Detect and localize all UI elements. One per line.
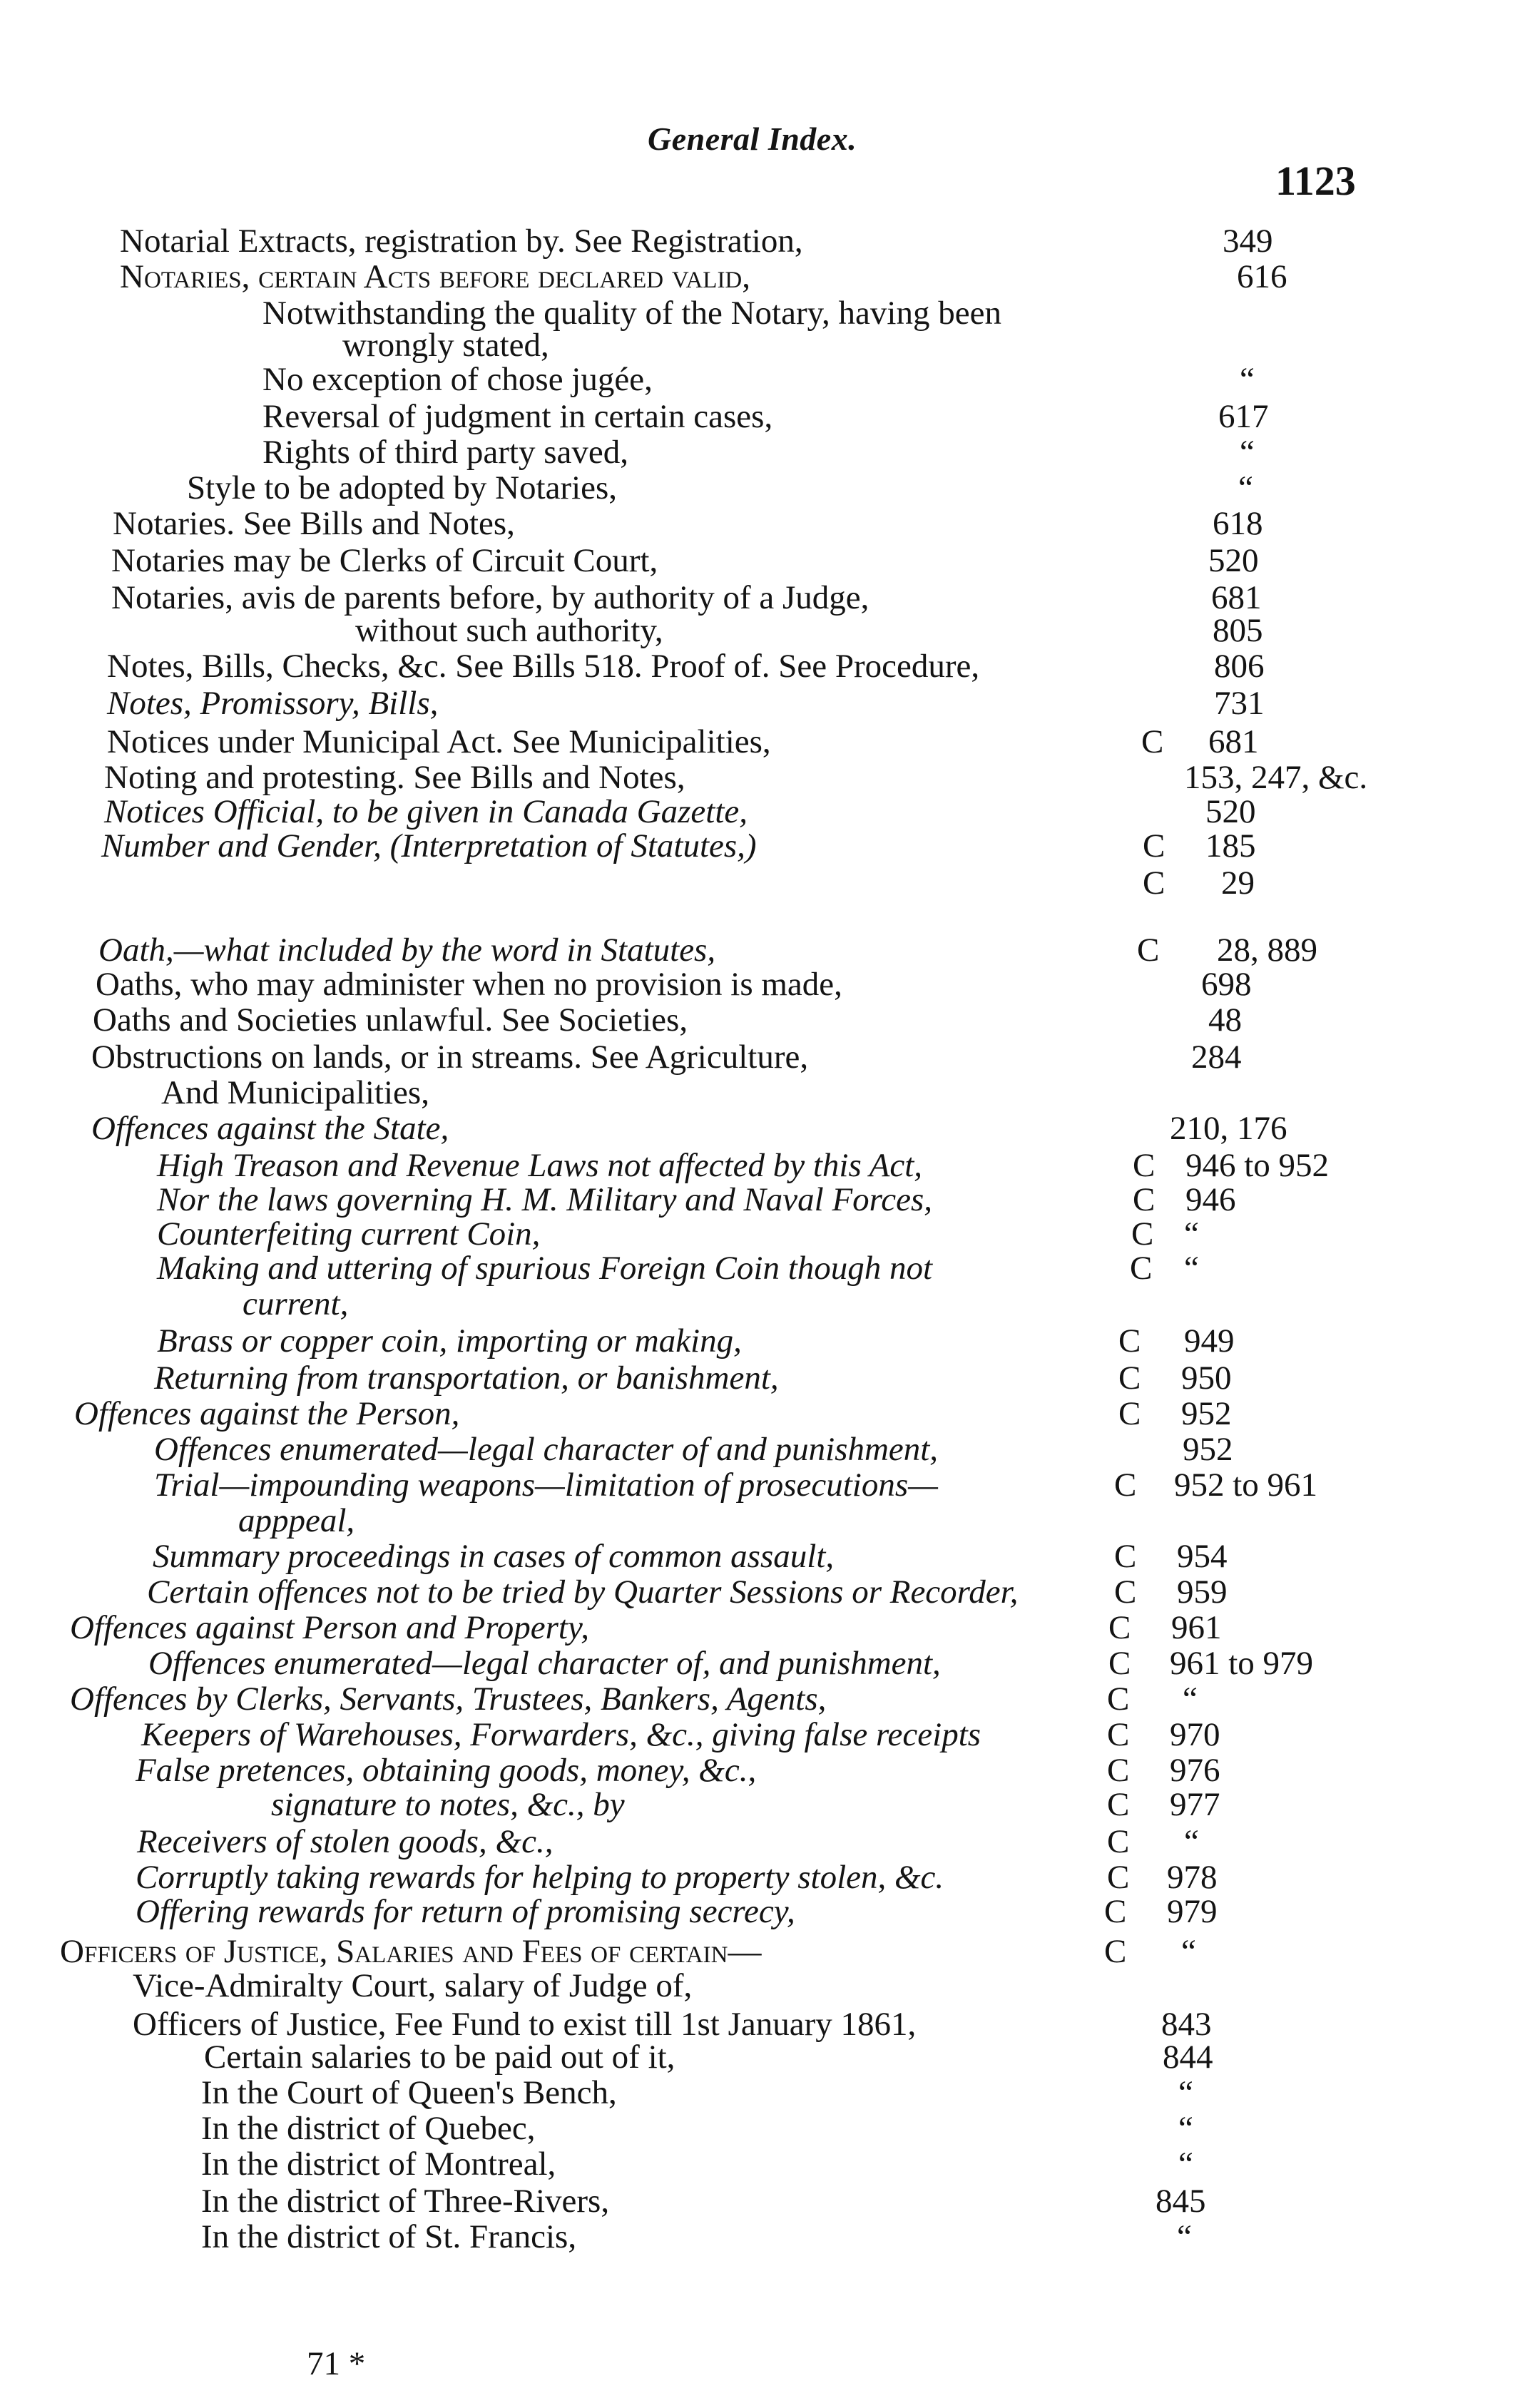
entry-heading: Style to be adopted by Notaries, <box>187 469 618 506</box>
page-reference: 952 <box>1181 1395 1232 1432</box>
index-entry <box>93 1001 1498 1039</box>
entry-heading: Certain offences not to be tried by Quarter Sessions or Recorder, <box>147 1573 1019 1611</box>
index-entry <box>243 1285 1498 1322</box>
entry-heading: Notaries, avis de parents before, by authority of a Judge, <box>111 579 869 616</box>
entry-heading: Number and Gender, (Interpretation of Statutes,) <box>101 827 757 864</box>
chapter-mark: C <box>1107 1786 1130 1823</box>
index-entry <box>148 1645 1498 1682</box>
index-entry <box>104 759 1498 796</box>
page-reference: 681 <box>1208 723 1259 760</box>
page-reference: 959 <box>1177 1573 1228 1611</box>
page-reference: 844 <box>1163 2039 1213 2076</box>
chapter-mark: C <box>1107 1752 1130 1789</box>
page-reference: “ <box>1178 2110 1193 2147</box>
entry-heading: Reversal of judgment in certain cases, <box>262 398 773 435</box>
page-reference: 949 <box>1184 1322 1235 1359</box>
index-entry <box>201 2146 1498 2183</box>
chapter-mark: C <box>1108 1609 1131 1646</box>
entry-heading: Returning from transportation, or banishment, <box>154 1359 779 1397</box>
page-reference: 977 <box>1170 1786 1220 1823</box>
entry-heading: Certain salaries to be paid out of it, <box>204 2039 675 2076</box>
page-reference: 952 <box>1183 1431 1233 1468</box>
entry-heading: In the Court of Queen's Bench, <box>201 2074 617 2111</box>
chapter-mark: C <box>1104 1933 1127 1970</box>
page-reference: 946 to 952 <box>1185 1147 1330 1184</box>
entry-heading: Officers of Justice, Salaries and Fees of certain— <box>60 1933 762 1970</box>
chapter-mark: C <box>1118 1322 1141 1359</box>
entry-heading: Receivers of stolen goods, &c., <box>137 1823 554 1860</box>
index-entry <box>107 723 1498 760</box>
chapter-mark: C <box>1143 827 1165 864</box>
chapter-mark: C <box>1118 1359 1141 1397</box>
entry-heading: current, <box>243 1285 349 1322</box>
entry-heading: Notices under Municipal Act. See Municipalities, <box>107 723 771 760</box>
entry-heading: Offering rewards for return of promising secrecy, <box>136 1893 795 1930</box>
page-reference: 976 <box>1170 1752 1220 1789</box>
entry-heading: Corruptly taking rewards for helping to property stolen, &c. <box>136 1859 944 1896</box>
entry-heading: In the district of St. Francis, <box>201 2218 577 2255</box>
entry-heading: Offences against the Person, <box>74 1395 460 1432</box>
page-reference: 349 <box>1223 223 1273 260</box>
chapter-mark: C <box>1130 1250 1153 1287</box>
page-reference: 979 <box>1167 1893 1218 1930</box>
page-reference: 29 <box>1221 864 1255 902</box>
entry-heading: Officers of Justice, Fee Fund to exist till 1st January 1861, <box>133 2006 917 2043</box>
page-reference: 843 <box>1161 2006 1212 2043</box>
index-entry <box>101 864 1498 902</box>
entry-heading: Offences enumerated—legal character of, and punishment, <box>148 1645 941 1682</box>
page-reference: 185 <box>1205 827 1256 864</box>
page-reference: 978 <box>1167 1859 1218 1896</box>
index-entry <box>154 1359 1498 1397</box>
index-entry <box>101 827 1498 864</box>
entry-heading: Brass or copper coin, importing or making, <box>157 1322 742 1359</box>
page-reference: 48 <box>1208 1001 1242 1039</box>
entry-heading: Counterfeiting current Coin, <box>157 1215 541 1253</box>
page-reference: 731 <box>1214 685 1265 722</box>
entry-heading: Notes, Bills, Checks, &c. See Bills 518. Proof of. See Procedure, <box>107 648 980 685</box>
entry-heading: Trial—impounding weapons—limitation of prosecutions— <box>154 1466 938 1504</box>
index-entry <box>161 1074 1498 1111</box>
index-entry <box>104 793 1498 830</box>
entry-heading: Making and uttering of spurious Foreign Coin though not <box>157 1250 933 1287</box>
index-entry <box>111 542 1498 579</box>
page-reference: 806 <box>1214 648 1265 685</box>
index-entry <box>262 361 1498 398</box>
index-entry <box>147 1573 1498 1611</box>
page-reference: 805 <box>1213 612 1263 649</box>
page-reference: 28, 889 <box>1217 932 1317 969</box>
page-reference: 284 <box>1191 1039 1242 1076</box>
index-entry <box>91 1110 1498 1147</box>
chapter-mark: C <box>1108 1645 1131 1682</box>
page-reference: 616 <box>1237 258 1287 295</box>
index-entry <box>154 1431 1498 1468</box>
page-reference: “ <box>1238 469 1253 506</box>
index-entry <box>70 1609 1498 1646</box>
index-entry <box>111 579 1498 616</box>
entry-heading: Notes, Promissory, Bills, <box>107 685 439 722</box>
chapter-mark: C <box>1133 1181 1156 1218</box>
index-entry <box>136 1859 1498 1896</box>
entry-heading: No exception of chose jugée, <box>262 361 653 398</box>
index-entry <box>157 1322 1498 1359</box>
entry-heading: Notarial Extracts, registration by. See Registration, <box>120 223 803 260</box>
page-reference: “ <box>1178 2146 1193 2183</box>
entry-heading: Summary proceedings in cases of common assault, <box>153 1538 835 1575</box>
page-reference: 950 <box>1181 1359 1232 1397</box>
page-reference: 970 <box>1170 1716 1220 1753</box>
chapter-mark: C <box>1104 1893 1127 1930</box>
page-reference: “ <box>1184 1250 1199 1287</box>
index-entry <box>262 434 1498 471</box>
index-entry <box>133 2006 1498 2043</box>
index-entry <box>262 398 1498 435</box>
entry-heading: Notaries. See Bills and Notes, <box>113 505 515 542</box>
index-entry <box>201 2183 1498 2220</box>
entry-heading: signature to notes, &c., by <box>271 1786 625 1823</box>
page-reference: “ <box>1178 2074 1193 2111</box>
index-entry <box>113 505 1498 542</box>
index-entry <box>74 1395 1498 1432</box>
page-reference: 618 <box>1213 505 1263 542</box>
index-entry <box>153 1538 1498 1575</box>
page-reference: 961 to 979 <box>1170 1645 1314 1682</box>
page-reference: “ <box>1177 2218 1192 2255</box>
index-entry <box>98 932 1498 969</box>
index-entry <box>342 327 1498 364</box>
index-entry <box>136 1893 1498 1930</box>
entry-heading: apppeal, <box>238 1502 355 1539</box>
chapter-mark: C <box>1131 1215 1154 1253</box>
chapter-mark: C <box>1141 723 1164 760</box>
entry-heading: Rights of third party saved, <box>262 434 629 471</box>
chapter-mark: C <box>1107 1680 1130 1718</box>
entry-heading: Offences against the State, <box>91 1110 449 1147</box>
entry-heading: False pretences, obtaining goods, money, &c., <box>136 1752 757 1789</box>
chapter-mark: C <box>1114 1538 1137 1575</box>
page-reference: 946 <box>1185 1181 1236 1218</box>
index-entry <box>187 469 1498 506</box>
index-entry <box>201 2110 1498 2147</box>
chapter-mark: C <box>1133 1147 1156 1184</box>
chapter-mark: C <box>1107 1716 1130 1753</box>
index-entry <box>107 648 1498 685</box>
entry-heading: Obstructions on lands, or in streams. See Agriculture, <box>91 1039 809 1076</box>
entry-heading: Notwithstanding the quality of the Notary, having been <box>262 295 1001 332</box>
index-entry <box>157 1147 1498 1184</box>
index-entry <box>271 1786 1498 1823</box>
index-entry <box>91 1039 1498 1076</box>
entry-heading: In the district of Quebec, <box>201 2110 536 2147</box>
page-reference: 520 <box>1205 793 1256 830</box>
page-reference: “ <box>1240 434 1255 471</box>
index-entry <box>157 1250 1498 1287</box>
page-reference: 520 <box>1208 542 1259 579</box>
index-entry <box>141 1716 1498 1753</box>
index-entry <box>120 258 1498 295</box>
index-entry <box>136 1752 1498 1789</box>
running-head: General Index. <box>648 121 857 157</box>
index-entry <box>201 2074 1498 2111</box>
entry-heading: And Municipalities, <box>161 1074 429 1111</box>
chapter-mark: C <box>1114 1466 1137 1504</box>
index-entry <box>154 1466 1498 1504</box>
entry-heading: Nor the laws governing H. M. Military and Naval Forces, <box>157 1181 932 1218</box>
chapter-mark: C <box>1107 1823 1130 1860</box>
entry-heading: without such authority, <box>355 612 663 649</box>
page-reference: 153, 247, &c. <box>1184 759 1368 796</box>
entry-heading: Oaths, who may administer when no provision is made, <box>96 966 842 1003</box>
page-reference: 952 to 961 <box>1174 1466 1318 1504</box>
entry-heading: High Treason and Revenue Laws not affected by this Act, <box>157 1147 923 1184</box>
entry-heading: In the district of Three-Rivers, <box>201 2183 610 2220</box>
page-reference: 698 <box>1201 966 1252 1003</box>
index-entry <box>204 2039 1498 2076</box>
entry-heading: Oaths and Societies unlawful. See Societies, <box>93 1001 688 1039</box>
entry-heading: Offences enumerated—legal character of and punishment, <box>154 1431 939 1468</box>
entry-heading: Offences against Person and Property, <box>70 1609 589 1646</box>
signature-mark: 71 * <box>307 2345 366 2382</box>
entry-heading: wrongly stated, <box>342 327 549 364</box>
index-entry <box>120 223 1498 260</box>
page-reference: “ <box>1183 1680 1198 1718</box>
index-entry <box>355 612 1498 649</box>
page-reference: “ <box>1184 1823 1199 1860</box>
index-entry <box>201 2218 1498 2255</box>
page-reference: 845 <box>1156 2183 1206 2220</box>
page-reference: 617 <box>1218 398 1269 435</box>
page-number: 1123 <box>1275 158 1356 204</box>
index-entry <box>70 1680 1498 1718</box>
page-reference: “ <box>1184 1215 1199 1253</box>
index-entry <box>137 1823 1498 1860</box>
page-reference: 961 <box>1171 1609 1222 1646</box>
chapter-mark: C <box>1118 1395 1141 1432</box>
entry-heading: Noting and protesting. See Bills and Notes, <box>104 759 685 796</box>
index-entry <box>107 685 1498 722</box>
page-reference: 210, 176 <box>1170 1110 1287 1147</box>
chapter-mark: C <box>1107 1859 1130 1896</box>
entry-heading: Oath,—what included by the word in Statutes, <box>98 932 716 969</box>
page-reference: “ <box>1181 1933 1196 1970</box>
entry-heading: Notaries, certain Acts before declared valid, <box>120 258 751 295</box>
chapter-mark: C <box>1114 1573 1137 1611</box>
entry-heading: Offences by Clerks, Servants, Trustees, Bankers, Agents, <box>70 1680 827 1718</box>
index-entry <box>133 1967 1498 2004</box>
page-reference: “ <box>1240 361 1255 398</box>
entry-heading: Notices Official, to be given in Canada Gazette, <box>104 793 748 830</box>
page-reference: 681 <box>1211 579 1262 616</box>
entry-heading: Notaries may be Clerks of Circuit Court, <box>111 542 658 579</box>
entry-heading: Vice-Admiralty Court, salary of Judge of, <box>133 1967 693 2004</box>
index-entry <box>60 1933 1498 1970</box>
entry-heading: In the district of Montreal, <box>201 2146 556 2183</box>
index-entry <box>157 1215 1498 1253</box>
index-entry <box>157 1181 1498 1218</box>
chapter-mark: C <box>1137 932 1160 969</box>
entry-heading: Keepers of Warehouses, Forwarders, &c., giving false receipts <box>141 1716 981 1753</box>
index-entry <box>96 966 1498 1003</box>
page-reference: 954 <box>1177 1538 1228 1575</box>
chapter-mark: C <box>1143 864 1165 902</box>
index-entry <box>238 1502 1498 1539</box>
